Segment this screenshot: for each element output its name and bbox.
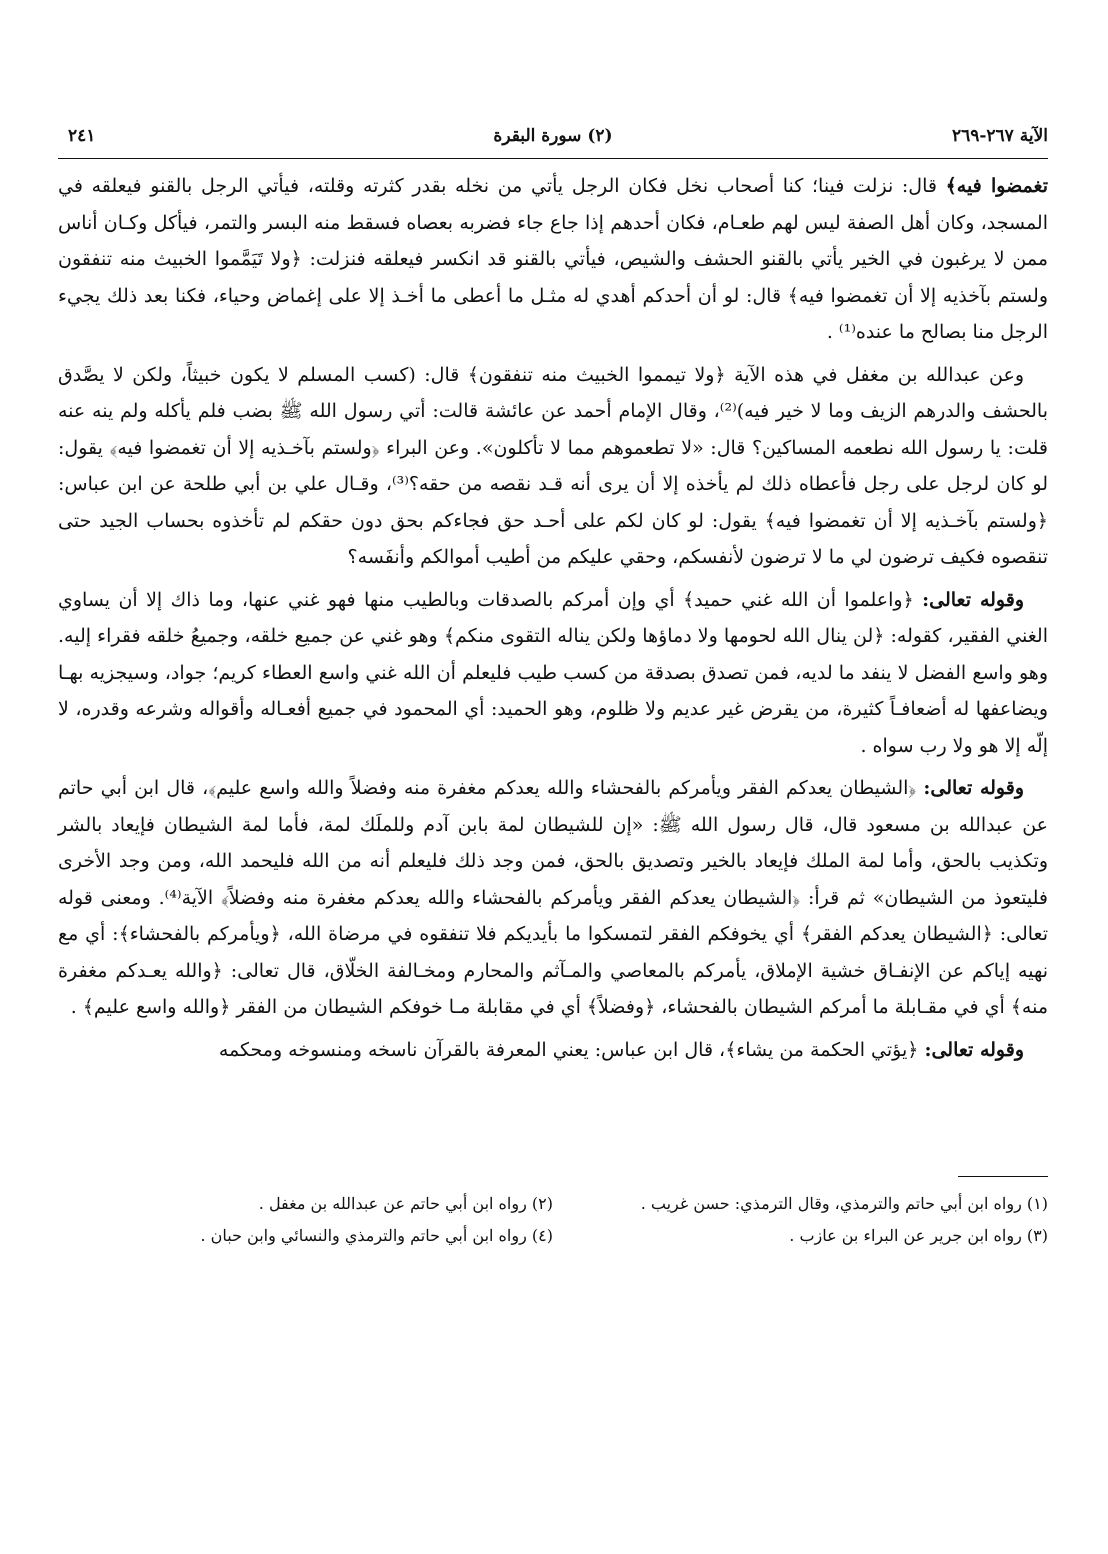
footnotes [58, 1176, 1048, 1252]
surah-title: (٢) سورة البقرة [493, 126, 613, 146]
paragraph-3 [58, 582, 1048, 765]
paragraph-2-text: وعن عبدالله بن مغفل في هذه الآية ﴿ولا تيمموا الخبيث منه تنفقون﴾ قال: (كسب المسلم لا يكون خبيثاً، ولكن لا يصَّدق بالحشف والدرهم الزيف وما لا خير فيه)⁽²⁾، وقال الإمام أحمد عن عائشة قالت: أتي رسول الله ﷺ بضب فلم يأكله ولم ينه عنه قلت: يا رسول الله نطعمه المساكين؟ قال: «لا تطعموهم مما لا تأكلون». وعن البراء ﴿ولستم بآخـذيه إلا أن تغمضوا فيه﴾ يقول: لو كان لرجل على رجل فأعطاه ذلك لم يأخذه إلا أن يرى أنه قـد نقصه من حقه؟⁽³⁾، وقـال علي بن أبي طلحة عن ابن عباس: ﴿ولستم بآخـذيه إلا أن تغمضوا فيه﴾ يقول: لو كان لكم على أحـد حق فجاءكم بحق دون حقكم لم تأخذوه بحساب الجيد حتى تنقصوه فكيف ترضون لي ما لا ترضون لأنفسكم، وحقي عليكم من أطيب أموالكم وأنفَسه؟ [58, 363, 1048, 568]
header-rule [58, 158, 1048, 159]
page-number: ٢٤١ [68, 126, 96, 146]
paragraph-5-text: ﴿يؤتي الحكمة من يشاء﴾، قال ابن عباس: يعني المعرفة بالقرآن ناسخه ومنسوخه ومحكمه [218, 1038, 925, 1061]
paragraph-2 [58, 357, 1048, 576]
footnote-row-1 [58, 1176, 1048, 1220]
footnote-4: (٤) رواه ابن أبي حاتم والترمذي والنسائي وابن حبان . [200, 1226, 553, 1245]
paragraph-3-text: ﴿واعلموا أن الله غني حميد﴾ أي وإن أمركم بالصدقات وبالطيب منها فهو غني عنها، وما ذاك إلا أن يساوي الغني الفقير، كقوله: ﴿لن ينال الله لحومها ولا دماؤها ولكن يناله التقوى منكم﴾ وهو غني عن جميع خلقه، وجميعُ خلقه فقراء إليه. وهو واسع الفضل لا ينفد ما لديه، فمن تصدق بصدقة من كسب طيب فليعلم أن الله غني واسع العطاء كريم؛ جواد، وسيجزيه بهـا ويضاعفها له أضعافـاً كثيرة، من يقرض غير عديم ولا ظلوم، وهو الحميد: أي المحمود في جميع أفعـاله وأقواله وشرعه وقدره، لا إلّه إلا هو ولا رب سواه . [58, 588, 1048, 757]
running-header [58, 118, 1048, 158]
paragraph-1 [58, 168, 1048, 351]
ayah-range: الآية ٢٦٧-٢٦٩ [951, 126, 1048, 146]
footnote-row-2 [58, 1220, 1048, 1252]
paragraph-4-text: ﴿الشيطان يعدكم الفقر ويأمركم بالفحشاء والله يعدكم مغفرة منه وفضلاً والله واسع عليم﴾، قال ابن أبي حاتم عن عبدالله بن مسعود قال، قال رسول الله ﷺ: «إن للشيطان لمة بابن آدم وللملَك لمة، فأما لمة الشيطان فإيعاد بالشر وتكذيب بالحق، وأما لمة الملك فإيعاد بالخير وتصديق بالحق، فمن وجد ذلك فليعلم أنه من الله فليحمد الله، ومن وجد الأخرى فليتعوذ من الشيطان» ثم قرأ: ﴿الشيطان يعدكم الفقر ويأمركم بالفحشاء والله يعدكم مغفرة منه وفضلاً﴾ الآية⁽⁴⁾. ومعنى قوله تعالى: ﴿الشيطان يعدكم الفقر﴾ أي يخوفكم الفقر لتمسكوا ما بأيديكم فلا تنفقوه في مرضاة الله، ﴿ويأمركم بالفحشاء﴾: أي مع نهيه إياكم عن الإنفـاق خشية الإملاق، يأمركم بالمعاصي والمـآثم والمحارم ومخـالفة الخلّاق، قال تعالى: ﴿والله يعـدكم مغفرة منه﴾ أي في مقـابلة ما أمركم الشيطان بالفحشاء، ﴿وفضلاً﴾ أي في مقابلة مـا خوفكم الشيطان من الفقر ﴿والله واسع عليم﴾ . [58, 777, 1049, 1018]
paragraph-3-lead: وقوله تعالى: [922, 588, 1025, 611]
footnote-rule [958, 1176, 1048, 1177]
paragraph-5-lead: وقوله تعالى: [924, 1038, 1024, 1061]
footnote-1: (١) رواه ابن أبي حاتم والترمذي، وقال الترمذي: حسن غريب . [640, 1194, 1048, 1213]
paragraph-5 [58, 1032, 1048, 1069]
paragraph-1-lead: تغمضوا فيه﴾ [945, 175, 1048, 197]
paragraph-4-lead: وقوله تعالى: [923, 777, 1025, 799]
paragraph-1-text: قال: نزلت فينا؛ كنا أصحاب نخل فكان الرجل يأتي من نخله بقدر كثرته وقلته، فيأتي الرجل بالقنو فيعلقه في المسجد، وكان أهل الصفة ليس لهم طعـام، فكان أحدهم إذا جاع جاء فضربه بعصاه فسقط منه البسر والتمر، فيأكل وكـان أناس ممن لا يرغبون في الخير يأتي بالقنو الحشف والشيص، فيأتي بالقنو قد انكسر فيعلقه فنزلت: ﴿ولا تَيَمَّموا الخبيث منه تنفقون ولستم بآخذيه إلا أن تغمضوا فيه﴾ قال: لو أن أحدكم أهدي له مثـل ما أعطى ما أخـذ إلا على إغماض وحياء، فكنا بعد ذلك يجيء الرجل منا بصالح ما عنده⁽¹⁾ . [58, 175, 1048, 343]
page [58, 118, 1049, 1245]
footnote-3: (٣) رواه ابن جرير عن البراء بن عازب . [789, 1226, 1048, 1245]
footnote-2: (٢) رواه ابن أبي حاتم عن عبدالله بن مغفل . [258, 1194, 553, 1213]
paragraph-4 [58, 770, 1048, 1026]
main-text [58, 168, 1048, 1068]
